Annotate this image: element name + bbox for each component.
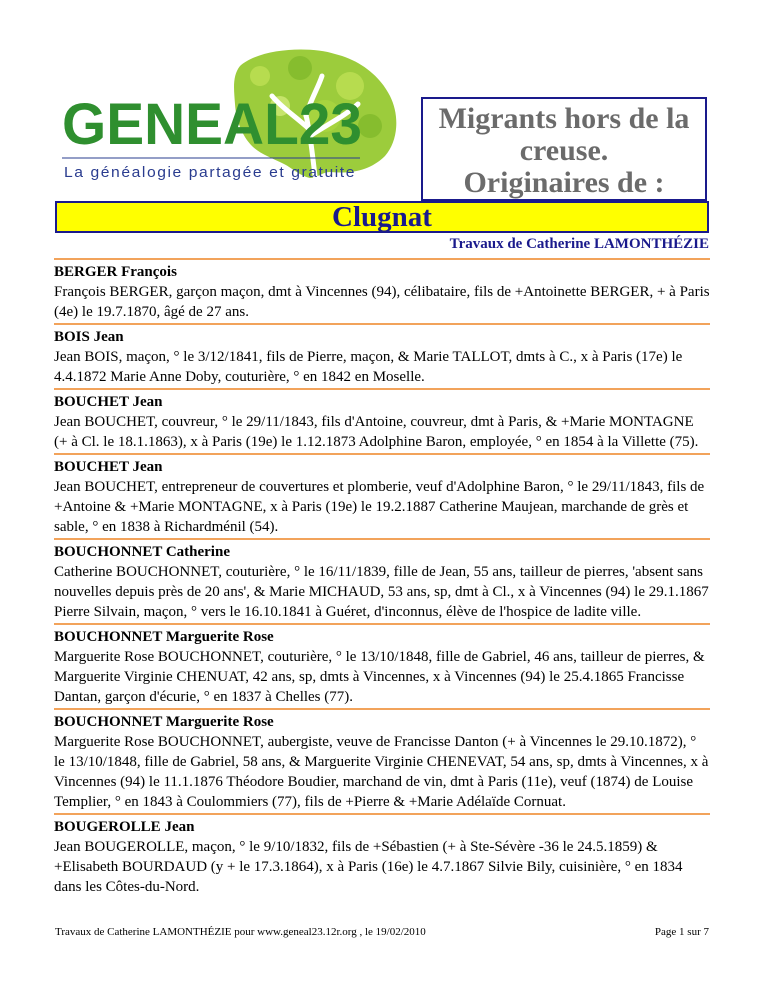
- list-item: [54, 813, 710, 898]
- title-line-1: Migrants hors de la: [438, 102, 690, 135]
- list-item: [54, 258, 710, 323]
- list-item: [54, 538, 710, 623]
- list-item: [54, 388, 710, 453]
- entry-text: Jean BOUGEROLLE, maçon, ° le 9/10/1832, fils de +Sébastien (+ à Ste-Sévère -36 le 24.5.1859) & +Elisabeth BOURDAUD (y + le 17.3.1864), x à Paris (16e) le 4.7.1867 Silvie Bily, cuisinière, ° en 1834 dans les Côtes-du-Nord.: [54, 839, 683, 895]
- page-number: Page 1 sur 7: [654, 926, 709, 938]
- document-title: [421, 97, 707, 201]
- entry-text: Catherine BOUCHONNET, couturière, ° le 16/11/1839, fille de Jean, 55 ans, tailleur de pierres, 'absent sans nouvelles depuis près de 20 ans', & Marie MICHAUD, 53 ans, sp, dmt à Cl., x à Vincennes (94) le 29.1.1867 Pierre Silvain, maçon, ° vers le 16.10.1841 à Guéret, d'inconnus, élève de l'hospice de ladite ville.: [54, 564, 709, 620]
- entry-text: François BERGER, garçon maçon, dmt à Vincennes (94), célibataire, fils de +Antoinette BERGER, + à Paris (4e) le 19.7.1870, âgé de 27 ans.: [54, 284, 710, 320]
- entry-list: [54, 258, 710, 898]
- list-item: [54, 708, 710, 813]
- entry-name: BOUCHONNET Catherine: [54, 544, 230, 560]
- entry-name: BOUCHET Jean: [54, 459, 163, 475]
- footer-credit: Travaux de Catherine LAMONTHÉZIE pour www.geneal23.12r.org , le 19/02/2010: [55, 926, 426, 938]
- entry-name: BOUCHET Jean: [54, 394, 163, 410]
- entry-text: Marguerite Rose BOUCHONNET, couturière, ° le 13/10/1848, fille de Gabriel, 46 ans, tailleur de pierres, & Marguerite Virginie CHENUAT, 42 ans, sp, dmts à Vincennes, x à Vincennes (94) le 25.4.1865 Francisse Dantan, garçon d'écurie, ° en 1837 à Chelles (77).: [54, 649, 705, 705]
- entry-name: BOUCHONNET Marguerite Rose: [54, 714, 274, 730]
- tagline: La généalogie partagée et gratuite: [64, 164, 356, 181]
- place-name: Clugnat: [332, 201, 432, 233]
- place-banner: [55, 201, 709, 233]
- geneal23-logo: [60, 46, 430, 196]
- entry-text: Jean BOUCHET, entrepreneur de couvertures et plomberie, veuf d'Adolphine Baron, ° le 29/11/1843, fils de +Antoine & +Marie MONTAGNE, x à Paris (19e) le 19.2.1887 Catherine Maujean, marchande de grès et sable, ° en 1838 à Richardménil (54).: [54, 479, 705, 535]
- entry-text: Marguerite Rose BOUCHONNET, aubergiste, veuve de Francisse Danton (+ à Vincennes le 29.10.1872), ° le 13/10/1848, fille de Gabriel, 58 ans, & Marguerite Virginie CHENEVAT, 54 ans, sp, dmts à Vincennes, x à Vincennes (94) le 11.1.1876 Théodore Boudier, marchand de vin, dmt à Paris (11e), veuf (1874) de Louise Templier, ° en 1843 à Coulommiers (77), fils de +Pierre & +Marie Adélaïde Cornuat.: [54, 734, 709, 810]
- list-item: [54, 623, 710, 708]
- title-line-2: creuse.: [519, 134, 609, 167]
- brand-name: GENEAL23: [62, 92, 362, 157]
- entry-text: Jean BOUCHET, couvreur, ° le 29/11/1843, fils d'Antoine, couvreur, dmt à Paris, & +Marie MONTAGNE (+ à Cl. le 18.1.1863), x à Paris (19e) le 1.12.1873 Adolphine Baron, employée, ° en 1854 à la Villette (75).: [54, 414, 699, 450]
- list-item: [54, 323, 710, 388]
- entry-name: BOIS Jean: [54, 329, 124, 345]
- entry-name: BERGER François: [54, 264, 177, 280]
- list-item: [54, 453, 710, 538]
- title-line-3: Originaires de :: [463, 166, 665, 199]
- entry-text: Jean BOIS, maçon, ° le 3/12/1841, fils de Pierre, maçon, & Marie TALLOT, dmts à C., x à Paris (17e) le 4.4.1872 Marie Anne Doby, couturière, ° en 1842 en Moselle.: [54, 349, 683, 385]
- entry-name: BOUGEROLLE Jean: [54, 819, 195, 835]
- author-credit: Travaux de Catherine LAMONTHÉZIE: [449, 236, 709, 252]
- entry-name: BOUCHONNET Marguerite Rose: [54, 629, 274, 645]
